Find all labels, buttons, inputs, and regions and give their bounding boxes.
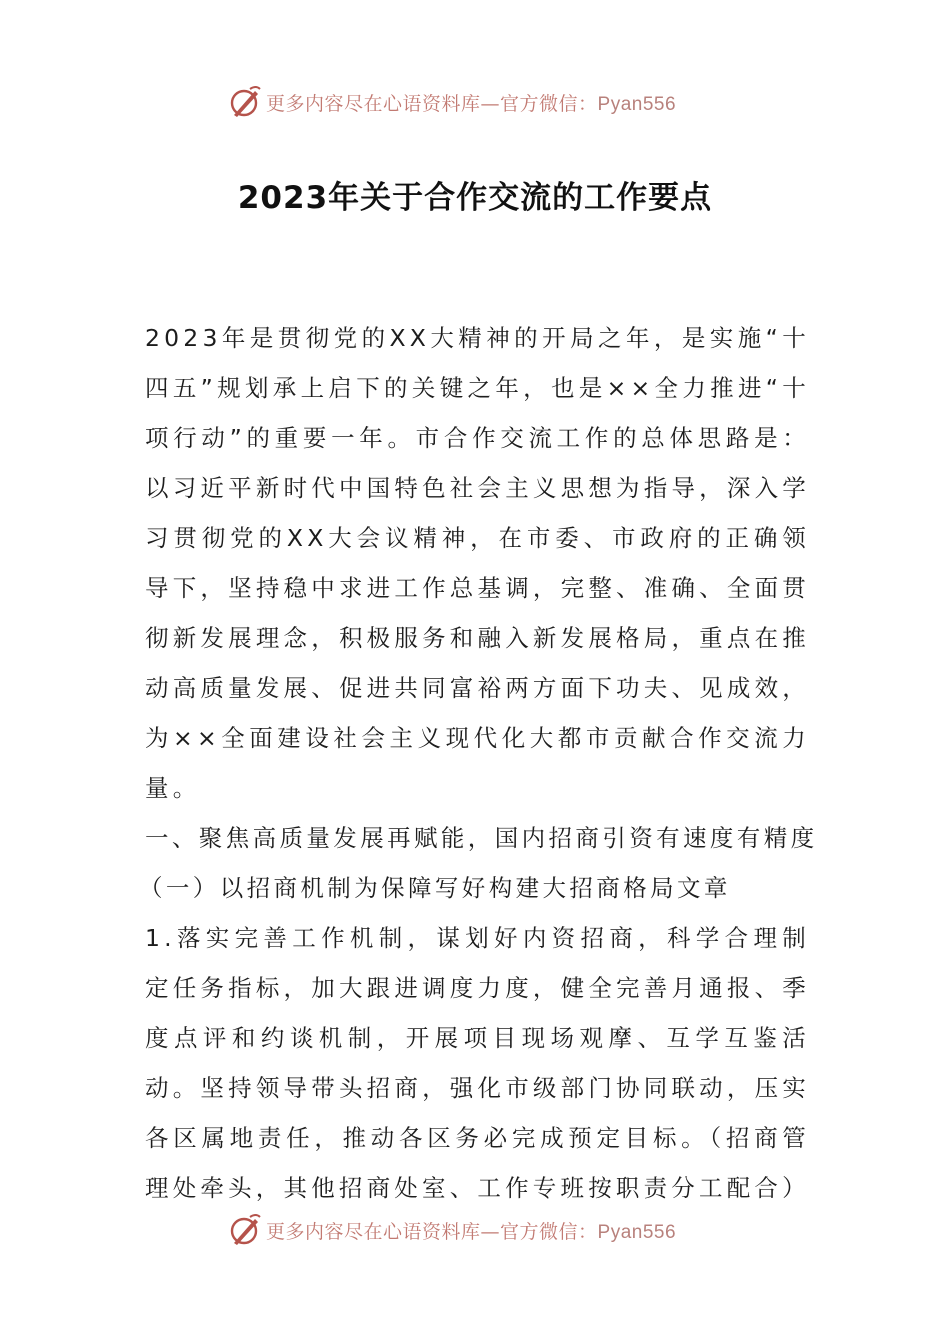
watermark-text: 更多内容尽在心语资料库—官方微信：Pyan556 — [266, 92, 677, 115]
section-heading: 一、聚焦高质量发展再赋能，国内招商引资有速度有精度 — [145, 824, 818, 852]
item-paragraph: 1.落实完善工作机制，谋划好内资招商，科学合理制定任务指标，加大跟进调度力度，健全完善月通报、季度点评和约谈机制，开展项目现场观摩、互学互鉴活动。坚持领导带头招商，强化市级部门协同联动，压实各区属地责任，推动各区务必完成预定目标。（招商管理处牵头，其他招商处室、工作专班按职责分工配合） — [145, 924, 810, 1202]
page-title: 2023年关于合作交流的工作要点 — [237, 180, 713, 216]
wechat-id: Pyan556 — [597, 93, 677, 115]
wechat-id: Pyan556 — [597, 1221, 677, 1243]
document-body — [139, 313, 818, 1213]
watermark-banner-top — [228, 82, 728, 122]
subsection-heading: （一）以招商机制为保障写好构建大招商格局文章 — [139, 874, 731, 902]
watermark-banner-bottom — [228, 1210, 728, 1250]
watermark-text: 更多内容尽在心语资料库—官方微信：Pyan556 — [266, 1220, 677, 1243]
pen-circle-logo-icon — [228, 85, 262, 119]
pen-circle-logo-icon — [228, 1213, 262, 1247]
intro-paragraph: 2023年是贯彻党的XX大精神的开局之年，是实施“十四五”规划承上启下的关键之年，也是××全力推进“十项行动”的重要一年。市合作交流工作的总体思路是：以习近平新时代中国特色社会主义思想为指导，深入学习贯彻党的XX大会议精神，在市委、市政府的正确领导下，坚持稳中求进工作总基调，完整、准确、全面贯彻新发展理念，积极服务和融入新发展格局，重点在推动高质量发展、促进共同富裕两方面下功夫、见成效，为××全面建设社会主义现代化大都市贡献合作交流力量。 — [145, 324, 810, 802]
